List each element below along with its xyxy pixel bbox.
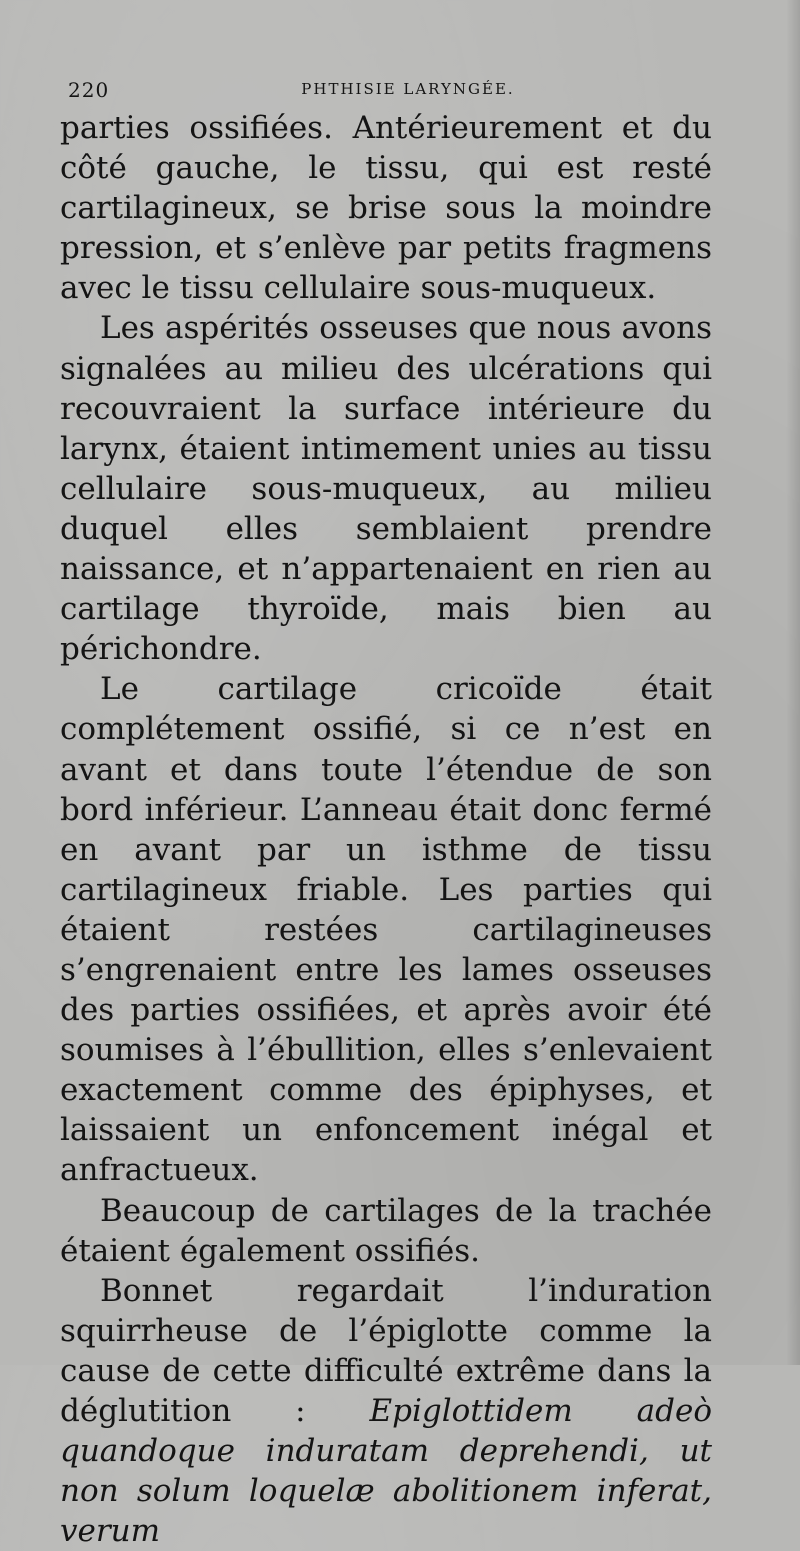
running-title: PHTHISIE LARYNGÉE. — [301, 80, 515, 98]
paragraph-2 — [60, 308, 712, 669]
paragraph-5 — [60, 1271, 712, 1551]
paragraph-3 — [60, 669, 712, 1190]
page-number: 220 — [68, 78, 110, 102]
paragraph-4 — [60, 1191, 712, 1271]
paragraph-2-text: Les aspérités osseuses que nous avons signalées au milieu des ulcérations qui recouvraient la surface intérieure du larynx, étaient intimement unies au tissu cellulaire sous-muqueux, au milieu duquel elles semblaient prendre naissance, et n’appartenaient en rien au cartilage thyroïde, mais bien au périchondre. — [60, 310, 712, 668]
paragraph-3-text: Le cartilage cricoïde était complétement ossifié, si ce n’est en avant et dans toute l’étendue de son bord inférieur. L’anneau était donc fermé en avant par un isthme de tissu cartilagineux friable. Les parties qui étaient restées cartilagineuses s’engrenaient entre les lames osseuses des parties ossifiées, et après avoir été soumises à l’ébullition, elles s’enlevaient exactement comme des épiphyses, et laissaient un enfoncement inégal et anfractueux. — [60, 671, 712, 1189]
latin-quotation: Epiglottidem adeò quandoque induratam deprehendi, ut non solum loquelæ abolitionem inferat, verum — [60, 1393, 712, 1550]
body-text — [60, 108, 712, 1551]
page-edge-shadow — [786, 0, 800, 1365]
page-header — [68, 78, 708, 102]
paragraph-4-text: Beaucoup de cartilages de la trachée étaient également ossifiés. — [60, 1192, 712, 1269]
paragraph-1 — [60, 108, 712, 308]
paragraph-1-text: parties ossifiées. Antérieurement et du côté gauche, le tissu, qui est resté cartilagineux, se brise sous la moindre pression, et s’enlève par petits fragmens avec le tissu cellulaire sous-muqueux. — [60, 110, 712, 307]
paragraph-5-text: Bonnet regardait l’induration squirrheuse de l’épiglotte comme la cause de cette difficulté extrême dans la déglutition : — [60, 1272, 712, 1429]
